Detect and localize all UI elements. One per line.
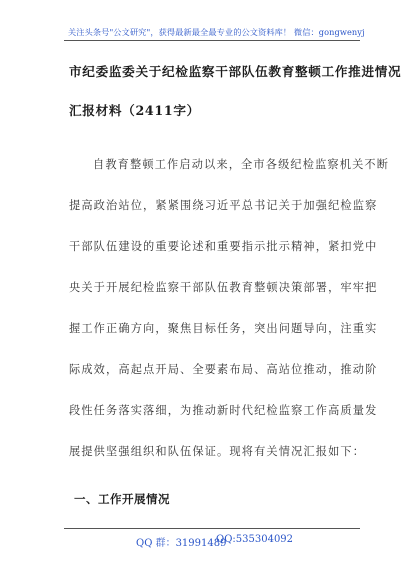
paragraph-line: 提高政治站位，紧紧围绕习近平总书记关于加强纪检监察: [69, 199, 378, 212]
document-title-line-1: 市纪委监委关于纪检监察干部队伍教育整顿工作推进情况: [69, 64, 402, 79]
footer-divider: [64, 528, 360, 529]
paragraph-line: 央关于开展纪检监察干部队伍教育整顿决策部署，牢牢把: [69, 281, 378, 294]
paragraph-line: 段性任务落实落细，为推动新时代纪检监察工作高质量发: [69, 404, 378, 417]
paragraph-line: 握工作正确方向，聚焦目标任务，突出问题导向，注重实: [69, 322, 378, 335]
paragraph-line: 自教育整顿工作启动以来，全市各级纪检监察机关不断: [93, 158, 390, 171]
footer-qq[interactable]: QQ:535304092: [216, 534, 294, 545]
paragraph-line: 干部队伍建设的重要论述和重要指示批示精神，紧扣党中: [69, 240, 378, 253]
section-heading: 一、工作开展情况: [74, 492, 170, 506]
paragraph-line: 际成效，高起点开局、全要素布局、高站位推动，推动阶: [69, 363, 378, 376]
paragraph-line: 展提供坚强组织和队伍保证。现将有关情况汇报如下：: [69, 445, 366, 458]
header-banner[interactable]: 关注头条号"公文研究"，获得最新最全最专业的公文资料库！ 微信：gongwenyj: [68, 27, 365, 37]
footer-qq-group[interactable]: QQ 群：31991489: [136, 538, 227, 549]
header-divider: [64, 40, 360, 41]
document-title-line-2: 汇报材料（2411字）: [69, 103, 200, 118]
